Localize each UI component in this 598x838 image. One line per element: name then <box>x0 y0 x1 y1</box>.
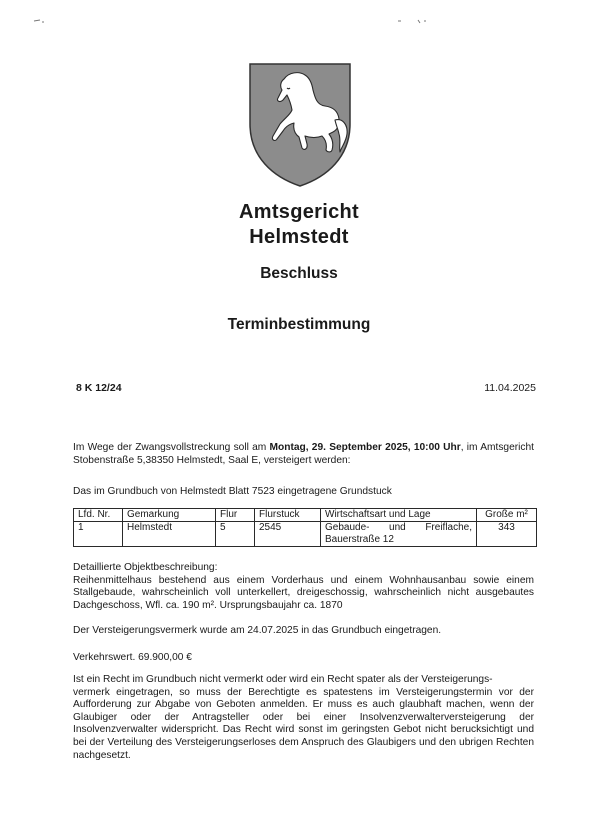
document-subheading: Terminbestimmung <box>227 316 371 333</box>
auction-notice-paragraph <box>73 442 534 467</box>
description-title: Detaillierte Objektbeschreibung: <box>73 562 218 573</box>
document-date: 11.04.2025 <box>484 382 536 394</box>
cell-lfd-nr: 1 <box>74 522 123 547</box>
table-row <box>74 522 537 547</box>
description-body: Reihenmittelhaus bestehend aus einem Vorderhaus und einem Wohnhausanbau sowie einem Stallgebaude, wahrscheinlich voll unterkellert, dreigeschossig, wahrscheinlich nicht ausgebautes Dachgeschoss, Wfl. ca. 190 m². Ursprungsbaujahr ca. 1870 <box>73 574 534 611</box>
table-header-row <box>74 509 537 522</box>
saxon-steed-coat-of-arms-icon <box>247 62 353 188</box>
rights-paragraph <box>73 674 534 762</box>
scan-specks <box>0 16 598 26</box>
auction-date-time: Montag, 29. September 2025, 10:00 Uhr <box>269 442 461 453</box>
rights-line-1: Ist ein Recht im Grundbuch nicht vermerkt oder wird ein Recht spater als der Versteigerungs- <box>73 674 493 685</box>
court-name-line-1: Amtsgericht <box>239 201 359 223</box>
court-name-line-2: Helmstedt <box>249 226 349 248</box>
rights-rest: vermerk eingetragen, so muss der Berechtigte es spatestens im Versteigerungstermin vor der Aufforderung zur Abgabe von Geboten anmelden. Er muss es auch glaubhaft machen, wenn der Glaubiger oder der Antragsteller oder bei einer Insolvenzverwalterversteigerung der Insolvenzverwalter widerspricht. Das Recht wird sonst im geringsten Gebot nicht berucksichtigt und bei der Verteilung des Versteigerungserloses dem Anspruch des Glaubigers und den ubrigen Rechten nachgesetzt. <box>73 686 534 761</box>
cell-flur: 5 <box>216 522 255 547</box>
header-wirtschaftsart: Wirtschaftsart und Lage <box>321 509 477 522</box>
cell-groesse: 343 <box>477 522 537 547</box>
grundbuch-line: Das im Grundbuch von Helmstedt Blatt 7523 eingetragene Grundstuck <box>73 486 392 497</box>
property-table <box>73 508 537 547</box>
vermerk-paragraph: Der Versteigerungsvermerk wurde am 24.07.2025 in das Grundbuch eingetragen. <box>73 625 442 636</box>
document-heading: Beschluss <box>260 265 338 282</box>
header-lfd-nr: Lfd. Nr. <box>74 509 123 522</box>
header-groesse: Große m² <box>477 509 537 522</box>
cell-gemarkung: Helmstedt <box>123 522 216 547</box>
header-gemarkung: Gemarkung <box>123 509 216 522</box>
case-reference: 8 K 12/24 <box>76 382 122 394</box>
cell-flurstueck: 2545 <box>255 522 321 547</box>
header-flurstueck: Flurstuck <box>255 509 321 522</box>
header-flur: Flur <box>216 509 255 522</box>
intro-text-2: , im Amtsgericht Stobenstraße 5,38350 Helmstedt, Saal E, versteigert werden: <box>73 442 534 466</box>
object-description <box>73 562 534 612</box>
cell-wirtschaftsart: Gebaude- und Freiflache, Bauerstraße 12 <box>321 522 477 547</box>
intro-text-1: Im Wege der Zwangsvollstreckung soll am <box>73 442 270 453</box>
verkehrswert: Verkehrswert. 69.900,00 € <box>73 652 192 663</box>
